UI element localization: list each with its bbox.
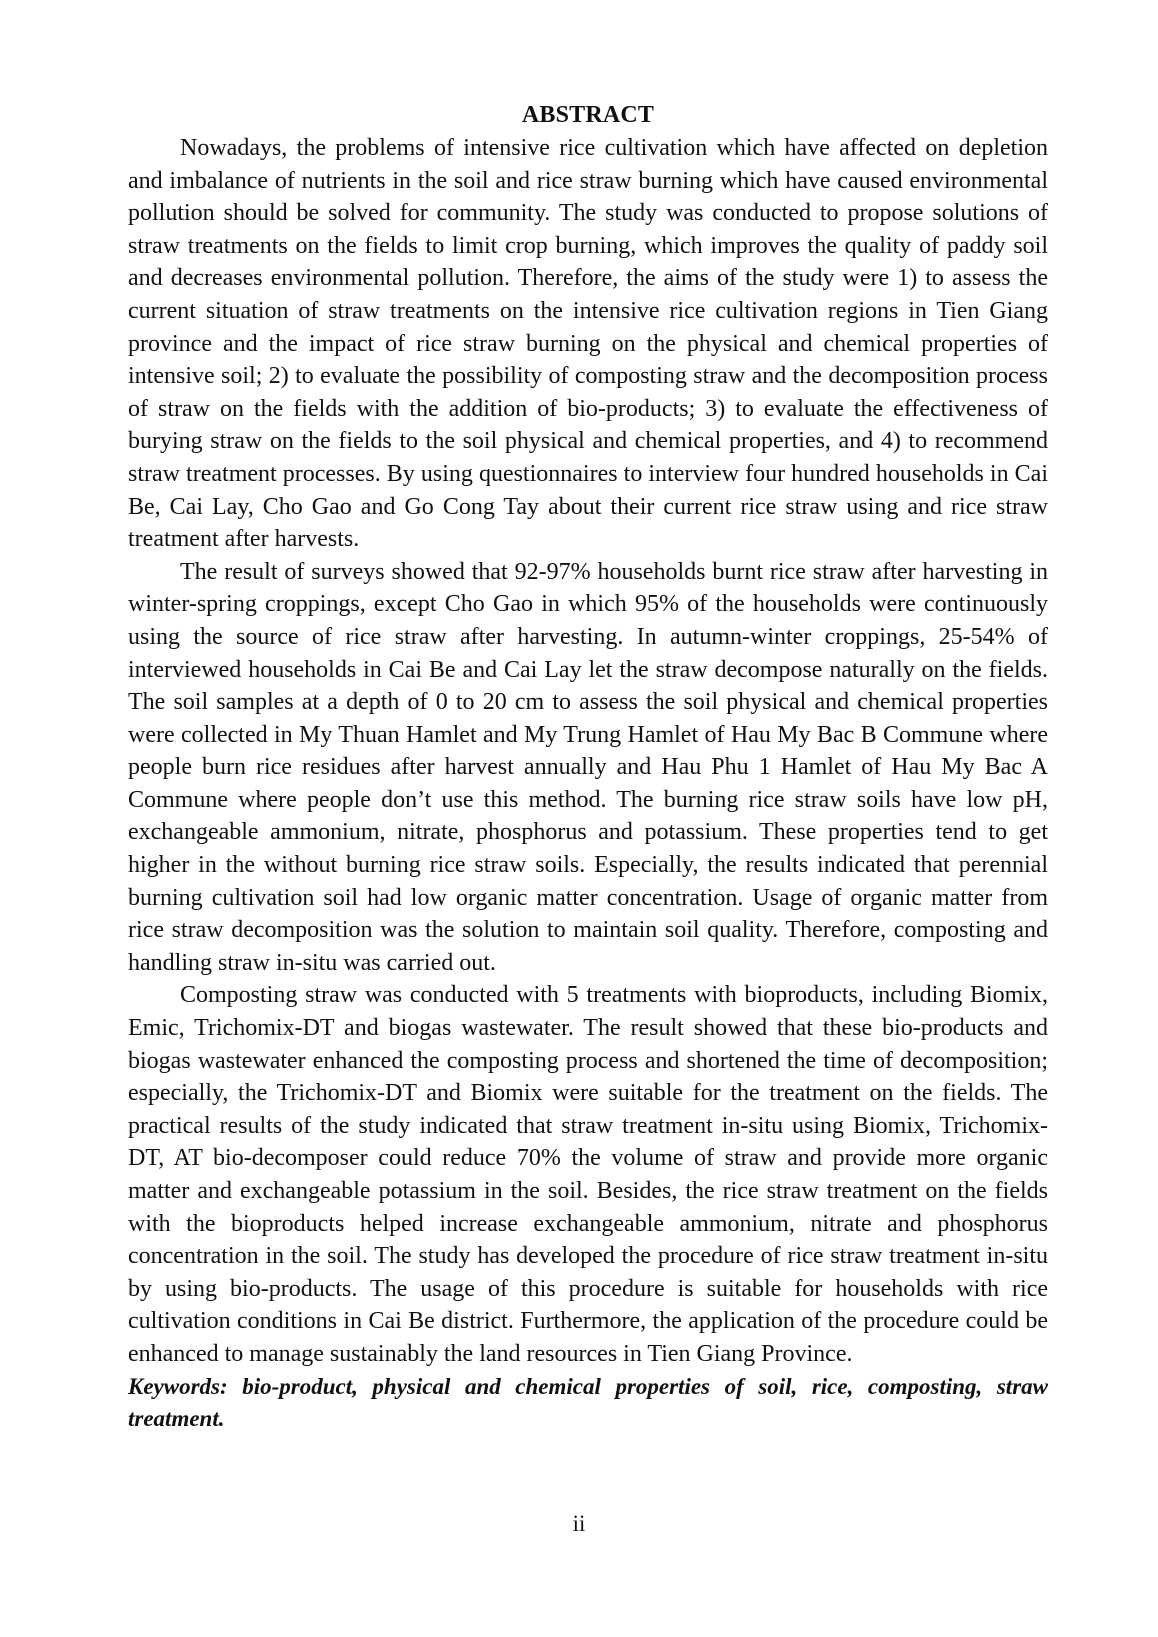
abstract-paragraph-3: Composting straw was conducted with 5 treatments with bioproducts, including Biomix, Emic, Trichomix-DT and biogas wastewater. The result showed that these bio-products and biogas wastewater enhanced the composting process and shortened the time of decomposition; especially, the Trichomix-DT and Biomix were suitable for the treatment on the fields. The practical results of the study indicated that straw treatment in-situ using Biomix, Trichomix-DT, AT bio-decomposer could reduce 70% the volume of straw and provide more organic matter and exchangeable potassium in the soil. Besides, the rice straw treatment on the fields with the bioproducts helped increase exchangeable ammonium, nitrate and phosphorus concentration in the soil. The study has developed the procedure of rice straw treatment in-situ by using bio-products. The usage of this procedure is suitable for households with rice cultivation conditions in Cai Be district. Furthermore, the application of the procedure could be enhanced to manage sustainably the land resources in Tien Giang Province. [128,982,1048,1367]
abstract-title: ABSTRACT [521,102,655,128]
page-number: ii [572,1511,586,1536]
document-page [128,100,1048,1436]
abstract-paragraph-2: The result of surveys showed that 92-97% households burnt rice straw after harvesting in winter-spring croppings, except Cho Gao in which 95% of the households were continuously using the source of rice straw after harvesting. In autumn-winter croppings, 25-54% of interviewed households in Cai Be and Cai Lay let the straw decompose naturally on the fields. The soil samples at a depth of 0 to 20 cm to assess the soil physical and chemical properties were collected in My Thuan Hamlet and My Trung Hamlet of Hau My Bac B Commune where people burn rice residues after harvest annually and Hau Phu 1 Hamlet of Hau My Bac A Commune where people don’t use this method. The burning rice straw soils have low pH, exchangeable ammonium, nitrate, phosphorus and potassium. These properties tend to get higher in the without burning rice straw soils. Especially, the results indicated that perennial burning cultivation soil had low organic matter concentration. Usage of organic matter from rice straw decomposition was the solution to maintain soil quality. Therefore, composting and handling straw in-situ was carried out. [128,558,1048,976]
keywords-line: Keywords: bio-product, physical and chemical properties of soil, rice, composting, straw treatment. [128,1373,1048,1432]
abstract-paragraph-1: Nowadays, the problems of intensive rice cultivation which have affected on depletion and imbalance of nutrients in the soil and rice straw burning which have caused environmental pollution should be solved for community. The study was conducted to propose solutions of straw treatments on the fields to limit crop burning, which improves the quality of paddy soil and decreases environmental pollution. Therefore, the aims of the study were 1) to assess the current situation of straw treatments on the intensive rice cultivation regions in Tien Giang province and the impact of rice straw burning on the physical and chemical properties of intensive soil; 2) to evaluate the possibility of composting straw and the decomposition process of straw on the fields with the addition of bio-products; 3) to evaluate the effectiveness of burying straw on the fields to the soil physical and chemical properties, and 4) to recommend straw treatment processes. By using questionnaires to interview four hundred households in Cai Be, Cai Lay, Cho Gao and Go Cong Tay about their current rice straw using and rice straw treatment after harvests. [128,135,1048,553]
